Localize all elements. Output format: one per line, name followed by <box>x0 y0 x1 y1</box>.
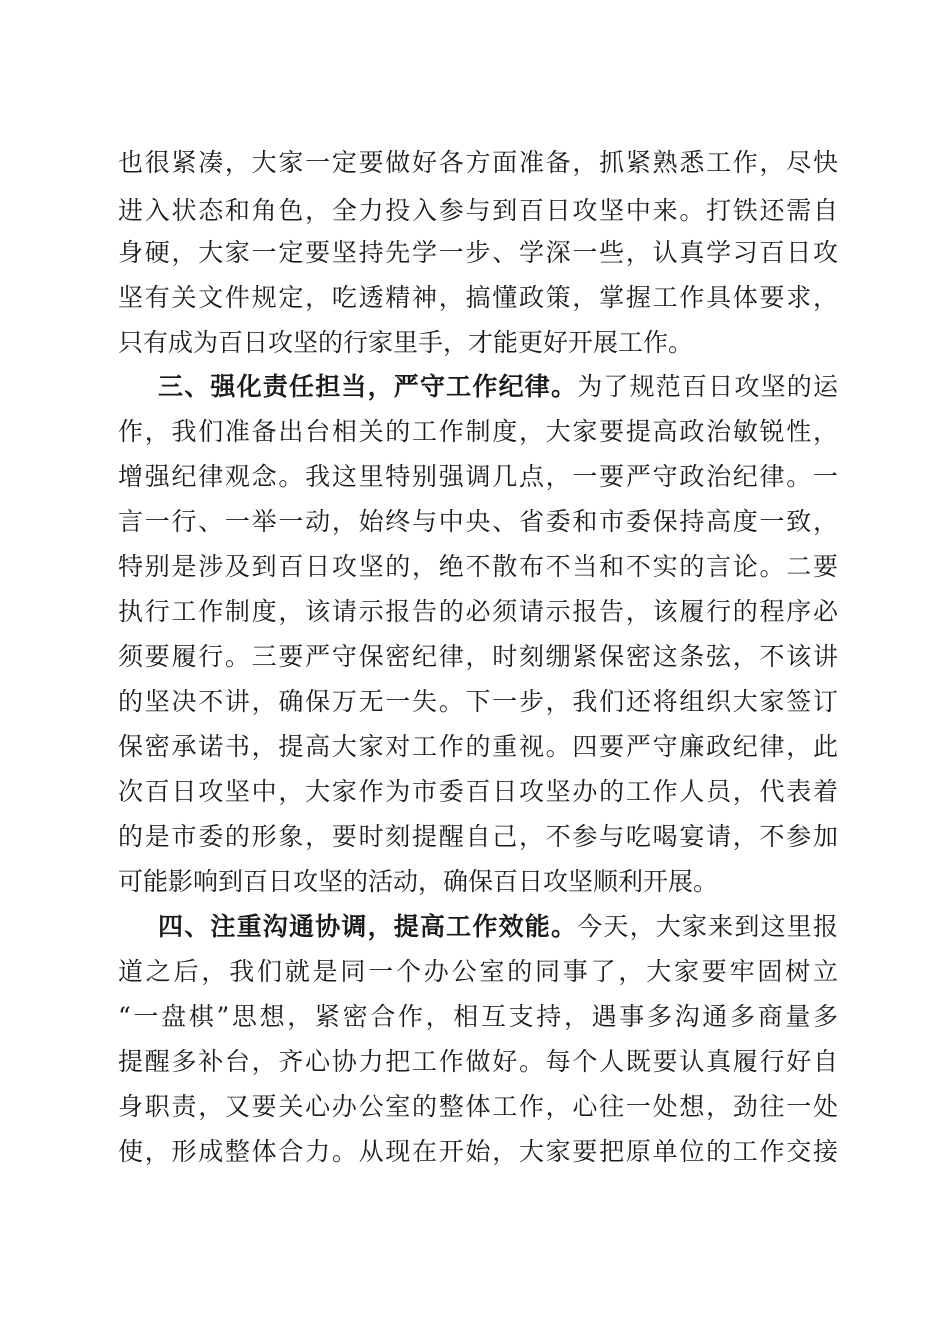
paragraph-line: “一盘棋”思想，紧密合作，相互支持，遇事多沟通多商量多 <box>118 1002 838 1031</box>
paragraph-line: 的坚决不讲，确保万无一失。下一步，我们还将组织大家签订 <box>118 687 838 716</box>
paragraph-line: 可能影响到百日攻坚的活动，确保百日攻坚顺利开展。 <box>118 867 719 896</box>
section-4-heading: 四、注重沟通协调，提高工作效能。 <box>158 912 578 941</box>
paragraph-line: 坚有关文件规定，吃透精神，搞懂政策，掌握工作具体要求， <box>118 283 838 312</box>
paragraph-line: 次百日攻坚中，大家作为市委百日攻坚办的工作人员，代表着 <box>118 777 838 806</box>
paragraph-line: 须要履行。三要严守保密纪律，时刻绷紧保密这条弦，不该讲 <box>118 642 838 671</box>
paragraph-line: 身职责，又要关心办公室的整体工作，心往一处想，劲往一处 <box>118 1092 838 1121</box>
section-3-first-line-text: 为了规范百日攻坚的运 <box>577 372 838 401</box>
paragraph-line: 只有成为百日攻坚的行家里手，才能更好开展工作。 <box>118 328 694 357</box>
paragraph-line: 身硬，大家一定要坚持先学一步、学深一些，认真学习百日攻 <box>118 238 838 267</box>
paragraph-line: 作，我们准备出台相关的工作制度，大家要提高政治敏锐性， <box>118 417 838 446</box>
paragraph-line: 执行工作制度，该请示报告的必须请示报告，该履行的程序必 <box>118 597 838 626</box>
paragraph-line: 保密承诺书，提高大家对工作的重视。四要严守廉政纪律，此 <box>118 732 838 761</box>
section-3-heading: 三、强化责任担当，严守工作纪律。 <box>158 372 578 401</box>
section-4-first-line <box>158 906 838 948</box>
paragraph-line: 道之后，我们就是同一个办公室的同事了，大家要牢固树立 <box>118 957 838 986</box>
paragraph-line: 的是市委的形象，要时刻提醒自己，不参与吃喝宴请，不参加 <box>118 822 838 851</box>
paragraph-line: 也很紧凑，大家一定要做好各方面准备，抓紧熟悉工作，尽快 <box>118 148 838 177</box>
section-4-first-line-text: 今天，大家来到这里报 <box>577 912 838 941</box>
paragraph-line: 特别是涉及到百日攻坚的，绝不散布不当和不实的言论。二要 <box>118 552 838 581</box>
paragraph-line: 言一行、一举一动，始终与中央、省委和市委保持高度一致， <box>118 507 838 536</box>
paragraph-line: 使，形成整体合力。从现在开始，大家要把原单位的工作交接 <box>118 1137 838 1166</box>
paragraph-line: 提醒多补台，齐心协力把工作做好。每个人既要认真履行好自 <box>118 1047 838 1076</box>
paragraph-line: 进入状态和角色，全力投入参与到百日攻坚中来。打铁还需自 <box>118 196 838 225</box>
section-3-first-line <box>158 366 838 408</box>
paragraph-line: 增强纪律观念。我这里特别强调几点，一要严守政治纪律。一 <box>118 462 838 491</box>
